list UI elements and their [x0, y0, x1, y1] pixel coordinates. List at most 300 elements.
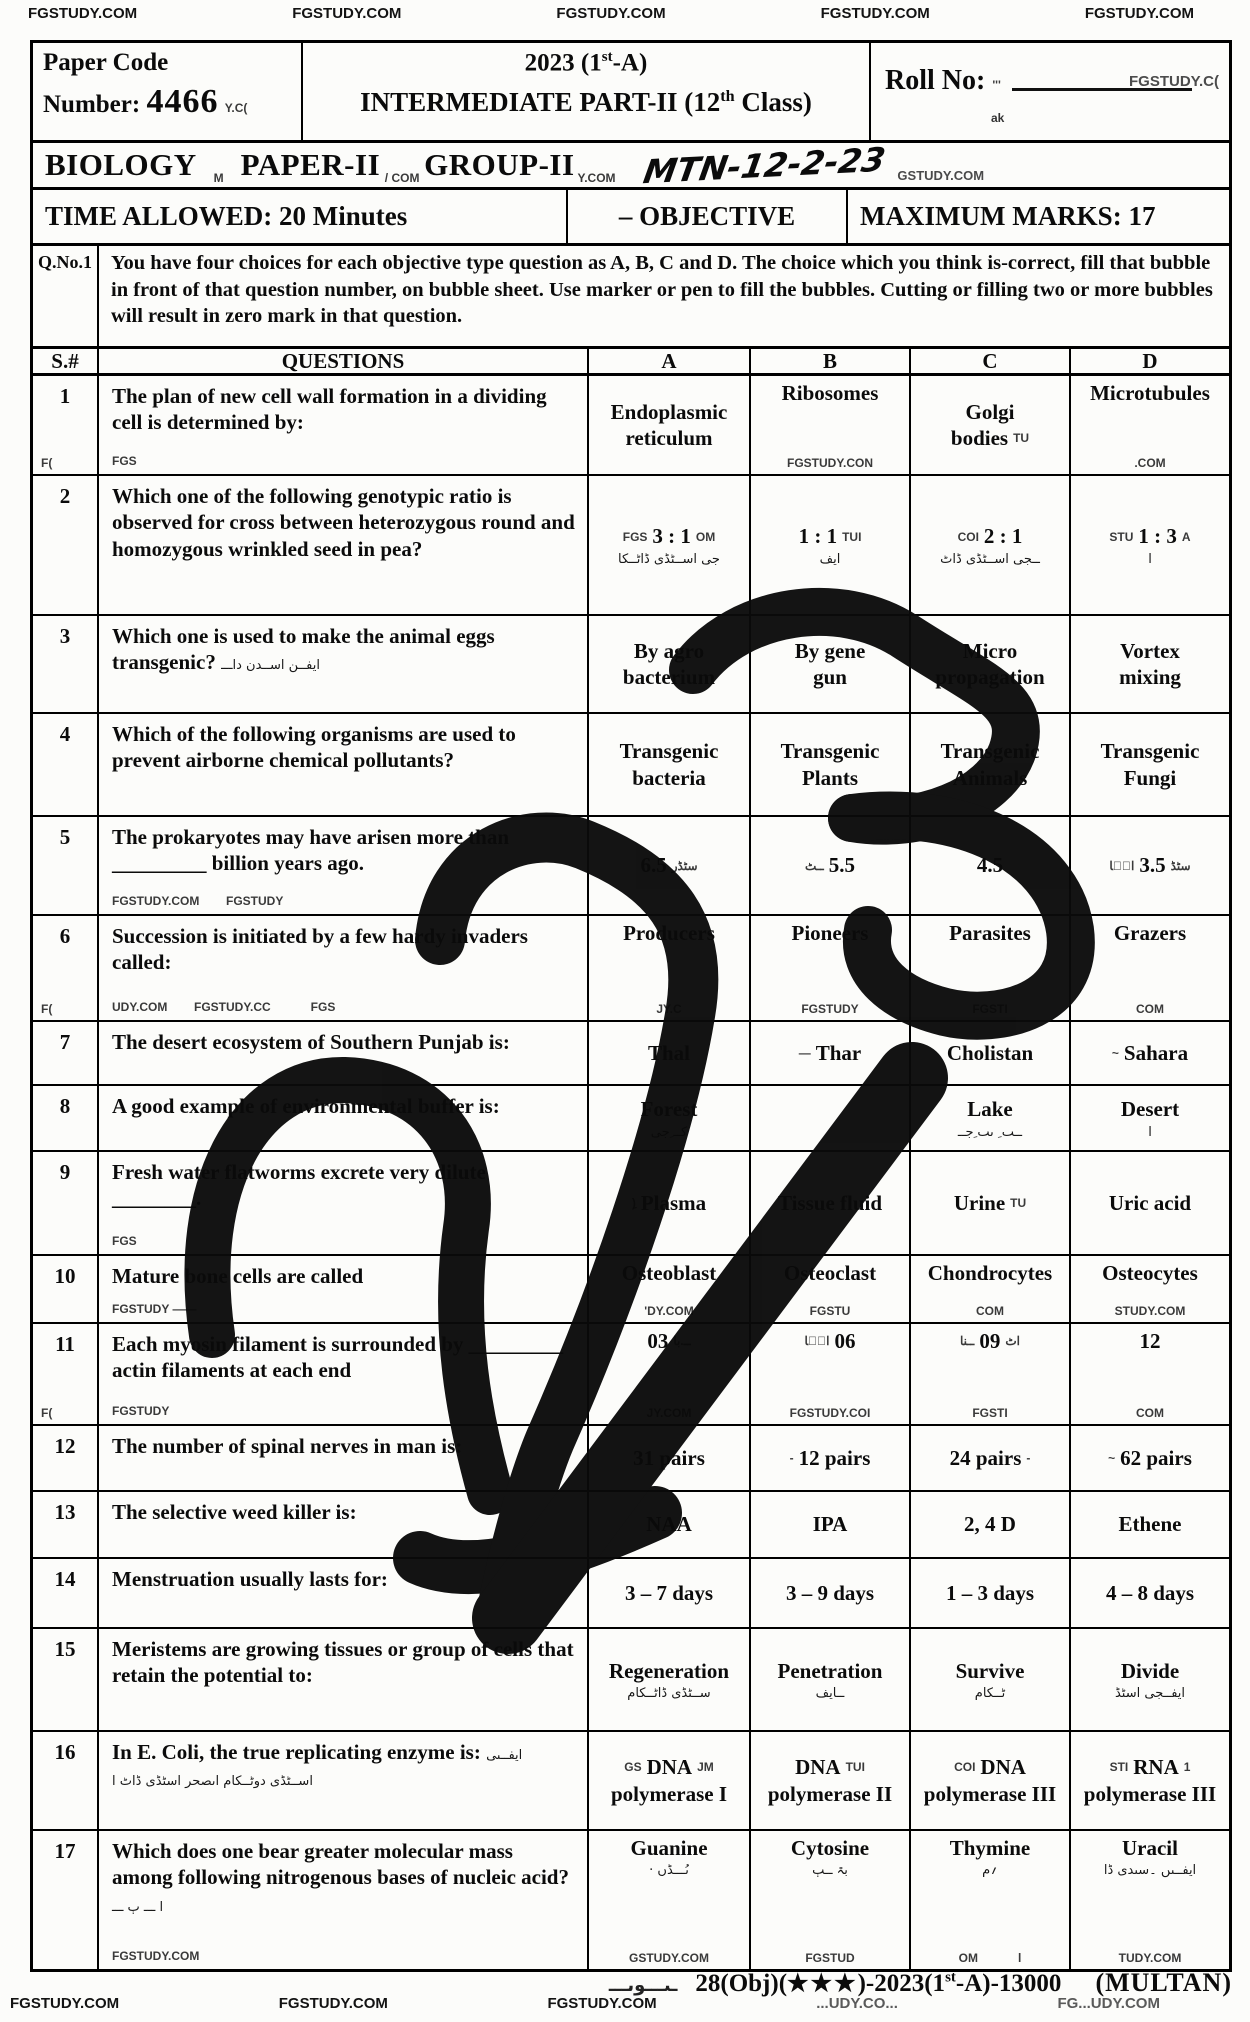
option-a-text: 3 – 7 days	[624, 1580, 714, 1605]
option-d-text: 4 – 8 days	[1105, 1580, 1195, 1605]
paper-number: PAPER-II	[240, 147, 381, 182]
option-cell-b	[751, 1559, 911, 1627]
serial-number: 16	[54, 1740, 76, 1764]
watermark-fragment: 'DY.COM	[644, 1304, 694, 1318]
option-cell-b	[751, 817, 911, 914]
question-text: Which of the following organisms are used to prevent airborne chemical pollutants?	[112, 722, 516, 773]
question-cell	[99, 1732, 589, 1829]
serial-number-cell	[33, 616, 99, 712]
option-d-text: Transgenic	[1100, 739, 1200, 764]
option-cell-d	[1071, 476, 1229, 614]
paper-header	[33, 43, 1229, 143]
exam-session-box	[303, 43, 871, 140]
option-a-text-line2: polymerase I	[610, 1781, 728, 1806]
option-d-text-line2: mixing	[1119, 665, 1181, 689]
option-b-text-line2: gun	[813, 665, 847, 689]
urdu-scribble: ایفــٮی اســٹڈی دوٹــکام اٮصحر اسٹڈی ڈاٹ ا	[112, 1748, 523, 1790]
watermark-fragment: .COM	[1134, 456, 1166, 470]
option-b-text: Osteoclast	[783, 1261, 877, 1285]
option-b-text: 06	[834, 1329, 856, 1353]
option-cell-c	[911, 1256, 1071, 1322]
option-cell-d	[1071, 1732, 1229, 1829]
option-b-text-line2: Plants	[801, 765, 858, 790]
question-text: Which does one bear greater molecular mass among following nitrogenous bases of nucleic acid?	[112, 1839, 569, 1890]
watermark-fragment: OM	[695, 529, 716, 544]
watermark-fragment: FGSTUDY ——	[112, 1302, 197, 1316]
serial-number: 4	[59, 722, 71, 746]
question-text: In E. Coli, the true replicating enzyme is:	[112, 1740, 481, 1764]
urdu-scribble: ؍م	[982, 1863, 998, 1879]
option-cell-d	[1071, 1831, 1229, 1969]
watermark-text: FGSTUDY.COM	[278, 1995, 388, 2012]
option-cell-d	[1071, 1559, 1229, 1627]
watermark-fragment: ِ)	[631, 1196, 636, 1210]
question-text: Which one is used to make the animal eggs transgenic?	[112, 624, 495, 675]
question-cell	[99, 817, 589, 914]
watermark-fragment: JY.COM	[646, 1406, 692, 1420]
column-header-questions: QUESTIONS	[99, 349, 589, 374]
option-a-text: NAA	[646, 1512, 692, 1537]
option-cell-d	[1071, 1022, 1229, 1084]
option-cell-b	[751, 1256, 911, 1322]
serial-number: 9	[59, 1160, 71, 1184]
question-text: Fresh water flatworms excrete very dilute ________.	[112, 1160, 486, 1211]
option-a-text: Guanine	[630, 1836, 708, 1860]
handwritten-squiggle: ـٮـــوٮـــ	[608, 1975, 678, 1996]
option-cell-a	[589, 616, 751, 712]
option-d-text-line2: polymerase III	[1083, 1781, 1217, 1806]
watermark-fragment: سٹڈ	[1170, 858, 1191, 873]
option-c-text: 2, 4 D	[964, 1512, 1016, 1537]
urdu-scribble: ایفــٮں ۔سىدى ڈا	[1103, 1863, 1197, 1879]
paper-code-box	[33, 43, 303, 140]
option-a-text-line2: bacteria	[632, 765, 706, 790]
option-c-text: 1 – 3 days	[945, 1580, 1035, 1605]
option-cell-b	[751, 1022, 911, 1084]
option-b-text: Thar	[815, 1040, 862, 1065]
footer-code: 28(Obj)(★★★)-2023(1st-A)-13000	[695, 1969, 1062, 1997]
option-c-text-line2: Animals	[952, 765, 1028, 790]
time-allowed: TIME ALLOWED: 20 Minutes	[33, 190, 568, 243]
option-c-text: Micro	[962, 638, 1018, 663]
urdu-scribble: ٹــکام	[974, 1686, 1006, 1702]
watermark-text: FGSTUDY.COM	[1084, 5, 1194, 22]
option-c-text: Golgi	[965, 399, 1015, 424]
option-cell-a	[589, 817, 751, 914]
watermark-fragment: ~	[1108, 1451, 1116, 1465]
option-cell-d	[1071, 1086, 1229, 1150]
stray-mark: ak	[991, 111, 1005, 125]
paper-code-value: 4466	[146, 83, 219, 120]
option-cell-b	[751, 1324, 911, 1424]
option-cell-d	[1071, 1256, 1229, 1322]
option-c-text: 2 : 1	[983, 524, 1023, 549]
serial-number: 1	[59, 384, 71, 408]
option-cell-c	[911, 1831, 1071, 1969]
option-cell-a	[589, 1022, 751, 1084]
watermark-fragment: OM l	[958, 1951, 1022, 1965]
option-cell-d	[1071, 817, 1229, 914]
serial-number-cell	[33, 1256, 99, 1322]
option-cell-a	[589, 1831, 751, 1969]
option-a-text: 03	[647, 1329, 669, 1353]
watermark-fragment: UDY.COM FGSTUDY.CC FGS	[112, 1000, 336, 1014]
serial-number-cell	[33, 376, 99, 474]
question-cell	[99, 916, 589, 1020]
watermark-text: FGSTUDY.COM	[547, 1995, 657, 2012]
question-text: The selective weed killer is:	[112, 1500, 357, 1524]
watermark-fragment: FGSTUDY	[801, 1002, 859, 1016]
question-row-10	[33, 1256, 1229, 1324]
serial-number-cell	[33, 1559, 99, 1627]
option-cell-a	[589, 1086, 751, 1150]
question-cell	[99, 1831, 589, 1969]
serial-number: 3	[59, 624, 71, 648]
option-cell-a	[589, 1732, 751, 1829]
column-header-a: A	[589, 349, 751, 374]
option-a-text: Plasma	[640, 1190, 707, 1215]
urdu-scribble: ــٮ ِ ٮٮ ِجــ	[957, 1124, 1023, 1140]
option-cell-b	[751, 1086, 911, 1150]
option-cell-c	[911, 376, 1071, 474]
option-cell-a	[589, 376, 751, 474]
watermark-fragment: F(	[41, 456, 53, 470]
roll-no-marks: '''	[992, 78, 1001, 92]
option-c-text: Parasites	[949, 921, 1031, 945]
watermark-fragment: JY.C	[656, 1002, 682, 1016]
question-text: Succession is initiated by a few hardy invaders called:	[112, 924, 528, 975]
option-b-text: Pioneers	[791, 921, 869, 945]
option-cell-c	[911, 1492, 1071, 1557]
watermark-text: FGSTUDY.COM	[820, 5, 930, 22]
urdu-scribble: ایفــن اســدن داـــ	[221, 658, 320, 674]
watermark-fragment: FGSTUDY.COM	[112, 1949, 200, 1963]
watermark-fragment: ــٹ	[804, 858, 824, 873]
watermark-text: ...UDY.CO...	[816, 1995, 898, 2012]
option-c-text: Cholistan	[946, 1040, 1034, 1065]
option-b-text: IPA	[812, 1512, 848, 1537]
option-cell-a	[589, 916, 751, 1020]
question-cell	[99, 1629, 589, 1730]
serial-number: 15	[54, 1637, 76, 1661]
watermark-fragment: -	[1026, 1451, 1031, 1465]
option-d-text: Sahara	[1123, 1040, 1189, 1065]
option-a-text-line2: bacterium	[622, 665, 716, 689]
option-a-text: Producers	[623, 921, 715, 945]
option-d-text: RNA	[1133, 1755, 1179, 1780]
option-c-text: Chondrocytes	[927, 1261, 1053, 1285]
serial-number-cell	[33, 1831, 99, 1969]
board-name: (MULTAN)	[1095, 1968, 1232, 1997]
option-c-text: Transgenic	[940, 739, 1040, 764]
subject-name: BIOLOGY	[45, 147, 197, 182]
option-a-text: Thal	[647, 1040, 691, 1065]
question-row-17	[33, 1831, 1229, 1969]
question-row-4	[33, 714, 1229, 817]
question-text: The number of spinal nerves in man is:	[112, 1434, 463, 1458]
option-b-text: 1 : 1	[798, 524, 838, 549]
watermark-fragment: FGSTU	[809, 1304, 851, 1318]
option-a-text: Forest	[640, 1097, 698, 1122]
question-text: Menstruation usually lasts for:	[112, 1567, 388, 1591]
option-cell-d	[1071, 916, 1229, 1020]
urdu-scribble: ــایف	[815, 1686, 845, 1702]
question-row-15	[33, 1629, 1229, 1732]
option-cell-d	[1071, 1152, 1229, 1254]
watermark-text: FGSTUDY.COM	[28, 5, 138, 22]
handwritten-code: MTN-12-2-23	[640, 139, 888, 191]
serial-number: 2	[59, 484, 71, 508]
option-d-text: Uracil	[1122, 1836, 1178, 1860]
option-cell-a	[589, 476, 751, 614]
serial-number-cell	[33, 1426, 99, 1490]
option-d-text: Uric acid	[1108, 1190, 1192, 1215]
option-c-text: 09	[979, 1329, 1001, 1353]
option-b-text: 12 pairs	[798, 1445, 871, 1470]
watermark-fragment: Y.C(	[224, 101, 248, 115]
question-cell	[99, 616, 589, 712]
option-cell-b	[751, 1152, 911, 1254]
option-c-text: 24 pairs	[949, 1445, 1022, 1470]
option-d-text: Microtubules	[1090, 381, 1210, 405]
option-c-text: Lake	[967, 1097, 1013, 1122]
stars-icon: ★★★	[787, 1971, 858, 1997]
watermark-fragment: ــنا	[960, 1334, 975, 1349]
group-name: GROUP-II	[424, 147, 575, 182]
watermark-fragment: FGSTUD	[805, 1951, 855, 1965]
serial-number-cell	[33, 1732, 99, 1829]
urdu-scribble: ایفــجی اسٹڈ	[1114, 1686, 1186, 1702]
question-row-2	[33, 476, 1229, 616]
urdu-scribble: ا ـــ ٻ ـــ	[112, 1899, 164, 1915]
watermark-fragment: FGSTUDY.C(	[1129, 73, 1219, 90]
watermark-fragment: TUI	[845, 1760, 865, 1775]
option-cell-a	[589, 714, 751, 815]
question-row-5	[33, 817, 1229, 916]
option-a-text: 31 pairs	[633, 1445, 705, 1470]
option-d-text: Vortex	[1120, 638, 1180, 663]
serial-number: 7	[59, 1030, 71, 1054]
option-cell-b	[751, 1732, 911, 1829]
option-c-text-line2: bodies	[950, 426, 1009, 450]
question-row-13	[33, 1492, 1229, 1559]
serial-number: 8	[59, 1094, 71, 1118]
option-c-text: Survive	[955, 1658, 1025, 1683]
question-text: Which one of the following genotypic ratio is observed for cross between heterozygous round and homozygous wrinkled seed in pea?	[112, 484, 575, 561]
watermark-fragment: GS	[624, 1760, 642, 1775]
watermark-fragment: COI	[954, 1760, 976, 1775]
roll-no-box	[871, 43, 1229, 140]
option-cell-b	[751, 1426, 911, 1490]
option-d-text: 12	[1139, 1329, 1161, 1353]
option-a-text: By agro	[633, 638, 705, 663]
option-d-text: Desert	[1120, 1097, 1180, 1122]
serial-number-cell	[33, 1629, 99, 1730]
option-c-text: 4.5	[976, 853, 1004, 878]
questions-table-body	[33, 376, 1229, 1969]
paper-code-number: Number: 4466 Y.C(	[43, 83, 248, 120]
watermark-fragment: FGSTUDY.CON	[786, 456, 873, 470]
watermark-fragment: F(	[41, 1002, 53, 1016]
watermark-fragment: FGS	[112, 454, 137, 468]
question-row-12	[33, 1426, 1229, 1492]
column-header-b: B	[751, 349, 911, 374]
option-b-text: Penetration	[777, 1658, 883, 1683]
question-cell	[99, 1559, 589, 1627]
option-d-text-line2: Fungi	[1123, 765, 1177, 790]
option-b-text: Tissue fluid	[777, 1190, 883, 1215]
bottom-watermark-row	[10, 1995, 1160, 2012]
option-cell-c	[911, 1324, 1071, 1424]
question-text: The plan of new cell wall formation in a dividing cell is determined by:	[112, 384, 547, 435]
option-b-text-line2: polymerase II	[767, 1781, 893, 1806]
urdu-scribble: جی اســٹڈی ڈاٹــکا	[618, 551, 720, 567]
option-d-text: 62 pairs	[1120, 1445, 1192, 1470]
option-a-text-line2: reticulum	[625, 426, 713, 450]
option-cell-d	[1071, 376, 1229, 474]
option-cell-d	[1071, 1324, 1229, 1424]
question-text: Meristems are growing tissues or group of cells that retain the potential to:	[112, 1637, 574, 1688]
question-cell	[99, 1492, 589, 1557]
option-d-text: Grazers	[1113, 921, 1187, 945]
serial-number-cell	[33, 916, 99, 1020]
option-cell-a	[589, 1426, 751, 1490]
column-header-d: D	[1142, 349, 1158, 373]
watermark-fragment: / COM	[384, 171, 420, 185]
watermark-fragment: COM	[976, 1304, 1004, 1318]
option-cell-b	[751, 1629, 911, 1730]
option-cell-c	[911, 714, 1071, 815]
column-header-c: C	[911, 349, 1071, 374]
watermark-fragment: FGSTUDY	[112, 1404, 170, 1418]
option-cell-b	[751, 376, 911, 474]
watermark-fragment: ~	[1111, 1046, 1119, 1060]
watermark-text: FGSTUDY.COM	[10, 1995, 120, 2012]
question-row-14	[33, 1559, 1229, 1629]
option-b-text: Ribosomes	[781, 381, 879, 405]
option-cell-c	[911, 1629, 1071, 1730]
question-cell	[99, 1324, 589, 1424]
option-cell-c	[911, 616, 1071, 712]
watermark-fragment: ــ.با	[673, 1334, 691, 1349]
question-cell	[99, 476, 589, 614]
print-footer	[30, 1968, 1232, 1998]
serial-number: 13	[54, 1500, 76, 1524]
serial-number: 17	[54, 1839, 76, 1863]
watermark-fragment: —	[798, 1046, 811, 1060]
option-cell-c	[911, 476, 1071, 614]
serial-number-cell	[33, 817, 99, 914]
option-d-text: Osteocytes	[1102, 1261, 1198, 1285]
option-d-text: Divide	[1120, 1658, 1180, 1683]
option-cell-c	[911, 1152, 1071, 1254]
question-row-8	[33, 1086, 1229, 1152]
question-row-11	[33, 1324, 1229, 1426]
watermark-fragment: -	[789, 1451, 794, 1465]
question-cell	[99, 1152, 589, 1254]
instructions-text: You have four choices for each objective type question as A, B, C and D. The choice which you think is-correct, fill that bubble in front of that question number, on bubble sheet. Use marker or pen to fill the bubbles. Cutting or filling two or more bubbles will result in zero mark in that question.	[111, 252, 1213, 328]
option-cell-d	[1071, 616, 1229, 712]
option-c-text-line2: propagation	[935, 665, 1045, 689]
option-cell-c	[911, 1732, 1071, 1829]
option-cell-b	[751, 714, 911, 815]
option-cell-a	[589, 1324, 751, 1424]
watermark-fragment: STI	[1109, 1760, 1129, 1775]
serial-number-cell	[33, 1492, 99, 1557]
serial-number: 5	[59, 825, 71, 849]
watermark-fragment: COM	[1136, 1406, 1164, 1420]
question-row-9	[33, 1152, 1229, 1256]
watermark-fragment: Y.COM	[577, 171, 616, 185]
question-cell	[99, 1426, 589, 1490]
option-b-text: 3 – 9 days	[785, 1580, 875, 1605]
option-a-text: Osteoblast	[621, 1261, 717, 1285]
column-header-sno: S.#	[33, 349, 99, 374]
watermark-fragment: F(	[41, 1406, 53, 1420]
serial-number: 6	[59, 924, 71, 948]
question-row-6	[33, 916, 1229, 1022]
watermark-fragment: STU	[1109, 529, 1134, 544]
option-c-text: DNA	[980, 1755, 1026, 1780]
option-cell-d	[1071, 1426, 1229, 1490]
option-b-text: 5.5	[828, 853, 856, 878]
roll-no-label: Roll No:	[885, 65, 986, 96]
question-cell	[99, 1086, 589, 1150]
option-a-text: 3 : 1	[652, 524, 691, 549]
option-b-text: Transgenic	[780, 739, 880, 764]
exam-class: INTERMEDIATE PART-II (12th Class)	[360, 87, 812, 118]
option-cell-c	[911, 1559, 1071, 1627]
serial-number-cell	[33, 1086, 99, 1150]
option-c-text: Thymine	[949, 1836, 1031, 1860]
watermark-fragment: سٹڈر	[671, 858, 698, 873]
serial-number: 12	[54, 1434, 76, 1458]
option-cell-c	[911, 1022, 1071, 1084]
question-row-16	[33, 1732, 1229, 1831]
watermark-fragment: ایٖا	[1109, 858, 1135, 873]
option-b-text: DNA	[795, 1755, 841, 1780]
option-b-text: By gene	[794, 638, 866, 663]
table-header-row	[33, 349, 1229, 376]
watermark-text: FGSTUDY.COM	[292, 5, 402, 22]
option-cell-b	[751, 916, 911, 1020]
question-text: A good example of environmental buffer is:	[112, 1094, 500, 1118]
option-cell-d	[1071, 1629, 1229, 1730]
option-cell-b	[751, 476, 911, 614]
question-text: Each myosin filament is surrounded by _________ actin filaments at each end	[112, 1332, 564, 1383]
watermark-fragment: FGSTUDY.COM FGSTUDY	[112, 894, 284, 908]
urdu-scribble: ا	[1148, 551, 1152, 567]
paper-frame	[30, 40, 1232, 1972]
watermark-fragment: FGS	[112, 1234, 137, 1248]
option-c-text: Urine	[953, 1190, 1006, 1215]
option-a-text: Regeneration	[608, 1658, 730, 1683]
option-cell-c	[911, 916, 1071, 1020]
watermark-fragment: TU	[1013, 431, 1030, 446]
question-text: Mature bone cells are called	[112, 1264, 364, 1288]
watermark-fragment: JM	[697, 1760, 714, 1775]
option-cell-a	[589, 1629, 751, 1730]
objective-label: – OBJECTIVE	[568, 190, 848, 243]
option-d-text: 3.5	[1139, 853, 1166, 878]
option-a-text: 6.5	[640, 853, 667, 878]
question-row-7	[33, 1022, 1229, 1086]
option-d-text: Ethene	[1118, 1512, 1182, 1537]
urdu-scribble: ــجی اســٹڈی ڈاٹ	[940, 551, 1040, 567]
paper-code-label: Paper Code	[43, 49, 169, 76]
question-text: The prokaryotes may have arisen more than _________ billion years ago.	[112, 825, 510, 876]
option-cell-a	[589, 1256, 751, 1322]
